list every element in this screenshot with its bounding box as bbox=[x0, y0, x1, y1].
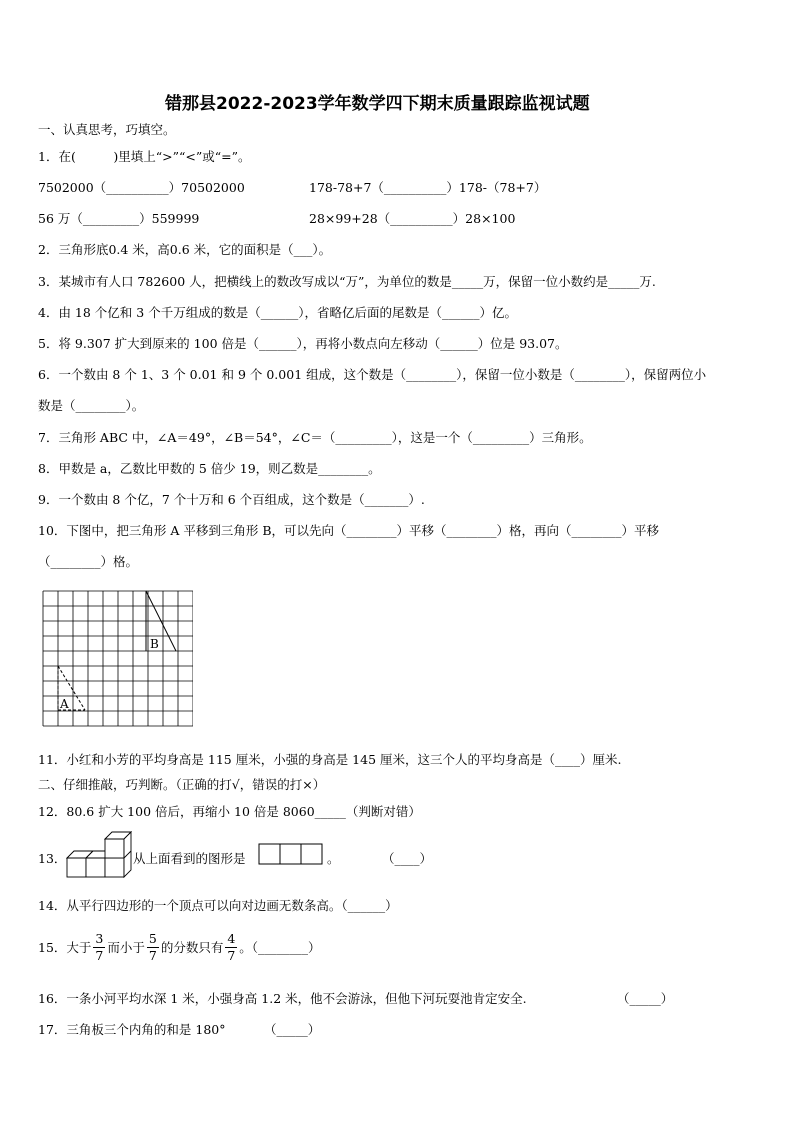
question-15-mid2: 的分数只有 bbox=[160, 940, 224, 956]
section-2-heading: 二、仔细推敲，巧判断。（正确的打√，错误的打×） bbox=[38, 777, 326, 792]
question-13-text: 从上面看到的图形是 bbox=[133, 851, 246, 866]
fraction-4-7: 4 7 bbox=[227, 931, 236, 963]
question-10-line2: （________）格。 bbox=[38, 554, 139, 569]
question-16-blank: （_____） bbox=[617, 991, 674, 1006]
question-6-line1: 6．一个数由 8 个 1、3 个 0.01 和 9 个 0.001 组成，这个数是（________），保留一位小数是（________），保留两位小 bbox=[38, 367, 707, 382]
question-2: 2．三角形底0.4 米，高0.6 米，它的面积是（___）。 bbox=[38, 242, 332, 257]
question-15-prefix: 15．大于 bbox=[38, 940, 92, 956]
question-13-blank: （____） bbox=[382, 851, 433, 866]
triangle-a-label: A bbox=[60, 697, 69, 711]
question-15-suffix: 。（________） bbox=[239, 940, 321, 956]
section-1-heading: 一、认真思考，巧填空。 bbox=[38, 122, 176, 137]
question-7: 7．三角形 ABC 中，∠A＝49°，∠B＝54°，∠C＝（_________），这是一个（_________）三角形。 bbox=[38, 430, 592, 445]
question-17-blank: （_____） bbox=[264, 1022, 321, 1037]
question-14: 14．从平行四边形的一个顶点可以向对边画无数条高。（______） bbox=[38, 898, 398, 913]
question-1c: 56 万（_________）559999 bbox=[38, 211, 200, 226]
question-13-end: 。 bbox=[327, 851, 340, 866]
question-1-stem: 1．在( )里填上“>”“<”或“=”。 bbox=[38, 149, 251, 164]
question-8: 8．甲数是 a，乙数比甲数的 5 倍少 19，则乙数是________。 bbox=[38, 461, 381, 476]
question-6-line2: 数是（________）。 bbox=[38, 398, 145, 413]
question-1a: 7502000（__________）70502000 bbox=[38, 180, 245, 195]
question-5: 5．将 9.307 扩大到原来的 100 倍是（______），再将小数点向左移动（______）位是 93.07。 bbox=[38, 336, 568, 351]
question-4: 4．由 18 个亿和 3 个千万组成的数是（______），省略亿后面的尾数是（______）亿。 bbox=[38, 305, 517, 320]
cube-stack-figure bbox=[66, 830, 132, 878]
page-title: 错那县2022-2023学年数学四下期末质量跟踪监视试题 bbox=[165, 94, 590, 114]
fraction-3-7: 3 7 bbox=[95, 931, 104, 963]
top-view-figure bbox=[258, 843, 324, 865]
question-3: 3．某城市有人口 782600 人，把横线上的数改写成以“万”，为单位的数是_____万，保留一位小数约是_____万. bbox=[38, 274, 656, 289]
translation-grid-figure bbox=[40, 588, 193, 728]
question-17: 17．三角板三个内角的和是 180° bbox=[38, 1022, 226, 1037]
question-12: 12．80.6 扩大 100 倍后，再缩小 10 倍是 8060_____（判断对错） bbox=[38, 804, 421, 819]
fraction-5-7: 5 7 bbox=[148, 931, 157, 963]
triangle-b-label: B bbox=[150, 637, 159, 651]
question-15-mid: 而小于 bbox=[107, 940, 145, 956]
question-13-number: 13． bbox=[38, 851, 67, 866]
question-10-line1: 10．下图中，把三角形 A 平移到三角形 B，可以先向（________）平移（________）格，再向（________）平移 bbox=[38, 523, 660, 538]
question-1d: 28×99+28（__________）28×100 bbox=[309, 211, 516, 226]
question-15 bbox=[38, 931, 321, 963]
question-9: 9．一个数由 8 个亿，7 个十万和 6 个百组成，这个数是（_______）. bbox=[38, 492, 425, 507]
question-16: 16．一条小河平均水深 1 米，小强身高 1.2 米，他不会游泳，但他下河玩耍池肯定安全. bbox=[38, 991, 527, 1006]
question-1b: 178-78+7（__________）178-（78+7） bbox=[309, 180, 547, 195]
question-11: 11．小红和小芳的平均身高是 115 厘米，小强的身高是 145 厘米，这三个人的平均身高是（____）厘米. bbox=[38, 752, 622, 767]
